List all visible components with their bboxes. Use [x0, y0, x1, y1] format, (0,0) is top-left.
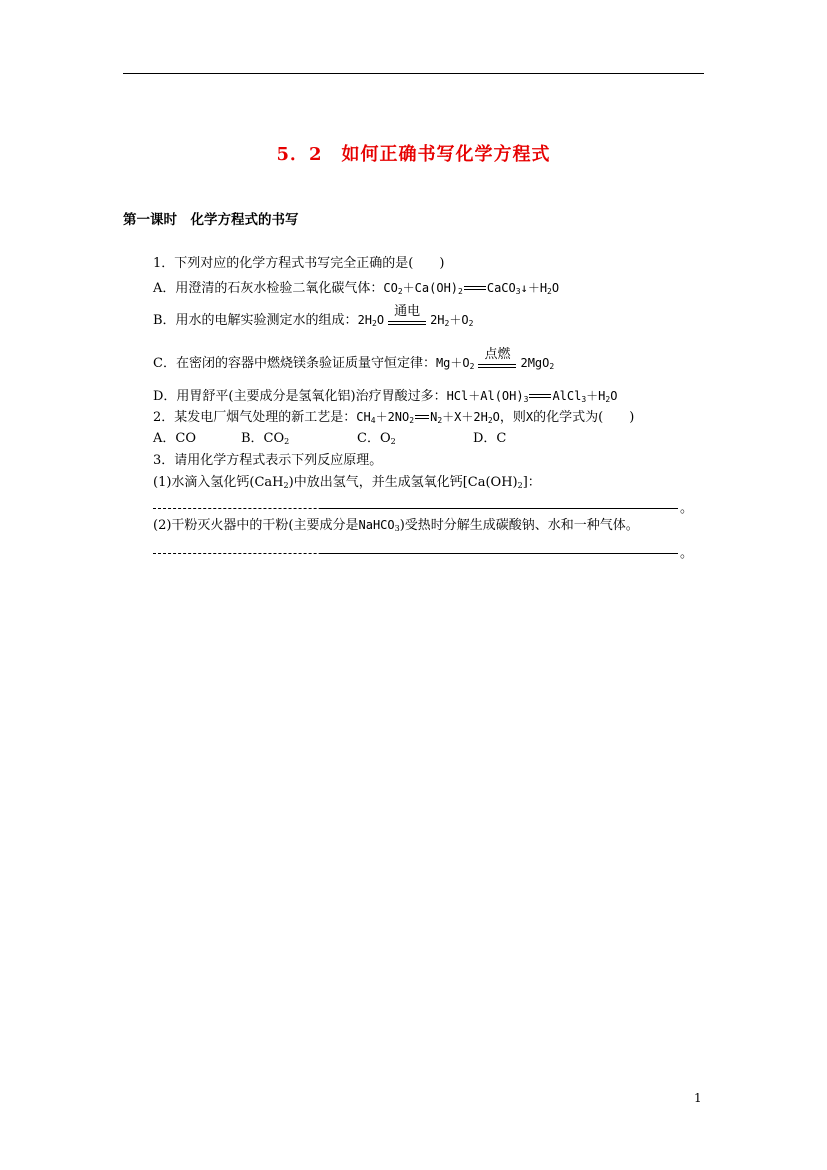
q3-part1: (1)水滴入氢化钙(CaH$_2$)中放出氢气，并生成氢氧化钙$[Ca(OH)_2]$： [153, 475, 541, 490]
q3-part1-answer-line-solid [320, 508, 678, 509]
q1-c-equation: $Mg+O_2$ 点燃 2MgO$_2$ [435, 346, 555, 371]
equals-sign-icon [529, 394, 551, 399]
equals-sign-icon [415, 415, 429, 420]
page-number: 1 [694, 1091, 702, 1105]
q1-d-equation: $HCl+Al(OH)_3$ $AlCl_3+H_2O$ [446, 389, 618, 404]
q2-option-b: B．$CO_2$ [241, 431, 290, 446]
q1-a-label: A．用澄清的石灰水检验二氧化碳气体： [153, 281, 384, 296]
q1-option-d [153, 388, 617, 405]
q3-part2: (2)干粉灭火器中的干粉(主要成分是NaHCO$_3$)受热时分解生成碳酸钠、水和一种气体。 [153, 518, 639, 533]
q1-option-c [153, 346, 555, 372]
reaction-condition-arrow-icon: 点燃 [478, 356, 516, 372]
q2-option-a: A．CO [153, 431, 196, 446]
reaction-condition-arrow-icon: 通电 [388, 313, 426, 329]
q2-options [153, 431, 506, 447]
q1-c-label: C．在密闭的容器中燃烧镁条验证质量守恒定律： [153, 356, 436, 371]
q2-option-d: D．C [473, 431, 507, 446]
page-title: 5．2 如何正确书写化学方程式 [276, 144, 551, 165]
q1-b-label: B．用水的电解实验测定水的组成： [153, 313, 358, 328]
q3-stem: 3．请用化学方程式表示下列反应原理。 [153, 453, 383, 468]
q1-option-b [153, 303, 474, 329]
q3-part2-period: 。 [680, 546, 694, 561]
header-rule [123, 73, 704, 74]
q2-equation: $CH_4+2NO_2$ $N_2+X+2H_2O$ [356, 410, 500, 425]
q3-part1-period: 。 [680, 501, 694, 516]
q1-option-a [153, 280, 559, 297]
q2-option-c: C．$O_2$ [357, 431, 396, 446]
q2-stem: 2．某发电厂烟气处理的新工艺是：$CH_4+2NO_2$ $N_2+X+2H_2O$，则X的化学式为( ) [153, 410, 635, 425]
q1-a-equation: $CO_2+Ca(OH)_2$ $CaCO_3↓+H_2O$ [383, 281, 560, 296]
section-subtitle: 第一课时 化学方程式的书写 [123, 212, 299, 228]
q1-stem: 1．下列对应的化学方程式书写完全正确的是( ) [153, 256, 445, 271]
q1-b-equation: $2H_2O$ 通电 $2H_2+O_2$ [357, 303, 474, 328]
q1-d-label: D．用胃舒平(主要成分是氢氧化铝)治疗胃酸过多： [153, 389, 447, 404]
q3-part2-answer-line-solid [320, 553, 678, 554]
equals-sign-icon [464, 286, 486, 291]
